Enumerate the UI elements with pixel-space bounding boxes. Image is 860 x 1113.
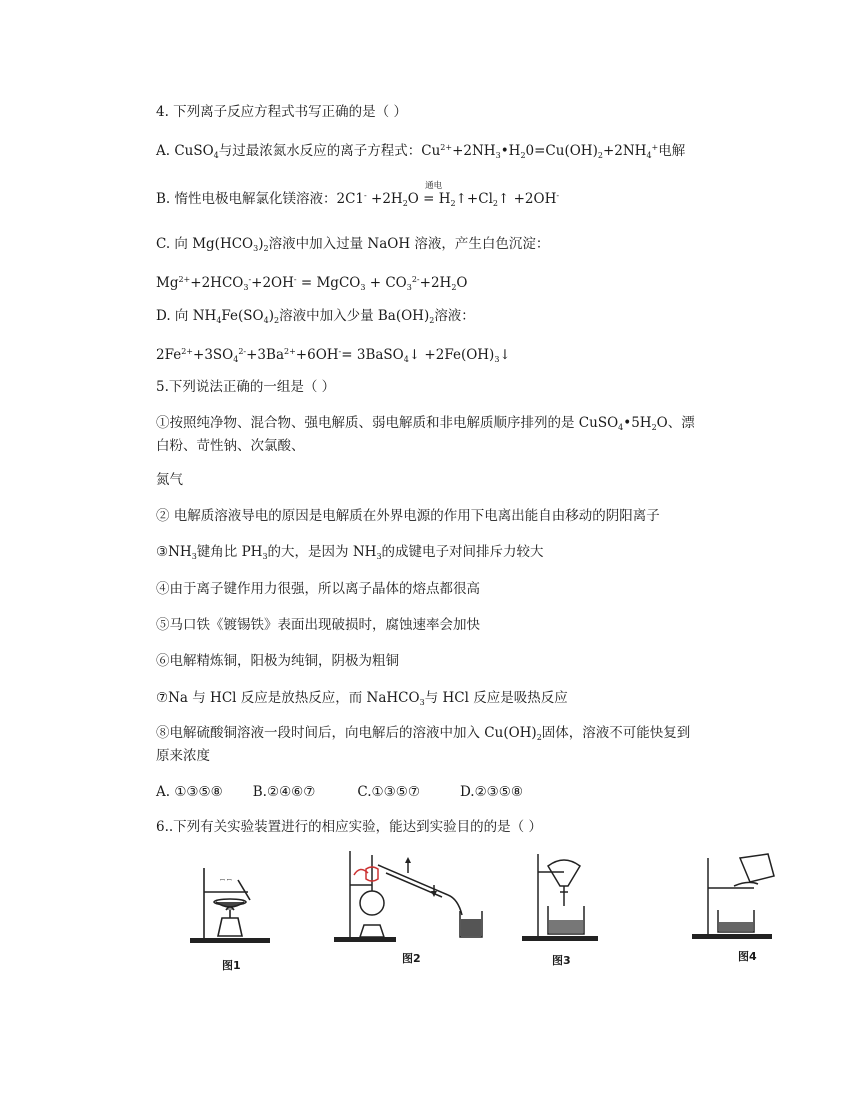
q5-statement-6: ⑥电解精炼铜，阳极为纯铜，阴极为粗铜 — [156, 653, 399, 669]
q5-stem: 5.下列说法正确的一组是（ ） — [156, 379, 336, 395]
figure-1-evaporation-apparatus — [186, 862, 276, 952]
figure-2-distillation-apparatus — [330, 845, 500, 950]
q5-statement-1-cont2: 氮气 — [156, 472, 183, 488]
q6-stem: 6..下列有关实验装置进行的相应实验，能达到实验目的的是（ ） — [156, 819, 542, 835]
q4-option-a: A. CuSO$_4$与过最浓氮水反应的离子方程式：$Cu^{2+}+2NH_3•H_20=Cu(OH)_2+2NH_4^+$电解 — [156, 143, 686, 160]
q4-stem: 4. 下列离子反应方程式书写正确的是（ ） — [156, 104, 407, 120]
q5-option-c: C.①③⑤⑦ — [357, 784, 420, 800]
svg-text:ꟷ ꟷ: ꟷ ꟷ — [220, 877, 232, 884]
figure-3-caption: 图3 — [552, 954, 571, 967]
q5-statement-1: ①按照纯净物、混合物、强电解质、弱电解质和非电解质顺序排列的是 $CuSO_4•5H_2O$、漂 — [156, 415, 695, 432]
q5-option-b: B.②④⑥⑦ — [252, 784, 316, 800]
q5-options — [156, 783, 523, 801]
q5-option-a: A. ①③⑤⑧ — [156, 784, 223, 800]
q5-statement-1-cont: 白粉、苛性钠、次氯酸、 — [156, 438, 305, 454]
q4-option-c: C. 向 $Mg(HCO_3)_2$溶液中加入过量 NaOH 溶液，产生白色沉淀： — [156, 236, 550, 253]
q5-statement-4: ④由于离子键作用力很强，所以离子晶体的熔点都很高 — [156, 581, 480, 597]
figure-4-caption: 图4 — [738, 950, 757, 963]
q4-option-c-equation: $Mg^{2+}+2HCO_3^-+2OH^-$ = MgCO$_3$ + $CO_3^{2-}+2H_2O$ — [156, 275, 468, 292]
q5-statement-3: $③NH_3$键角比 $PH_3$的大，是因为 $NH_3$的成键电子对间排斥力较大 — [156, 544, 544, 561]
figure-2-caption: 图2 — [402, 952, 421, 965]
q5-statement-8: ⑧电解硫酸铜溶液一段时间后，向电解后的溶液中加入 $Cu(OH)_2$固体，溶液不可能快复到 — [156, 725, 691, 742]
q5-statement-5: ⑤马口铁《镀锡铁》表面出现破损时，腐蚀速率会加快 — [156, 617, 480, 633]
q5-statement-7: ⑦Na 与 HCl 反应是放热反应，而 NaHCO$_3$与 HCl 反应是吸热反应 — [156, 690, 568, 707]
figure-3-separatory-funnel — [518, 850, 608, 948]
figure-4-filtration-apparatus — [688, 848, 784, 944]
electrolysis-condition: 通电 = — [423, 181, 443, 207]
q5-option-d: D.②③⑤⑧ — [459, 784, 523, 800]
q5-statement-2: ② 电解质溶液导电的原因是电解质在外界电源的作用下电离出能自由移动的阴阳离子 — [156, 508, 660, 524]
q4-option-b: B. 惰性电极电解氯化镁溶液：$2C1^- +2H_2O$ 通电 = $H_2↑+Cl_2↑ +2OH^-$ — [156, 181, 560, 208]
q4-option-d: D. 向 $NH_4Fe(SO_4)_2$溶液中加入少量 $Ba(OH)_2$溶液： — [156, 308, 475, 325]
figure-1-caption: 图1 — [222, 959, 241, 972]
q5-statement-8-cont: 原来浓度 — [156, 748, 210, 764]
q4-option-d-equation: $2Fe^{2+}+3SO_4^{2-}+3Ba^{2+}+6OH^-=$ 3BaSO$_4$↓ $+2Fe(OH)_3↓$ — [156, 347, 511, 364]
